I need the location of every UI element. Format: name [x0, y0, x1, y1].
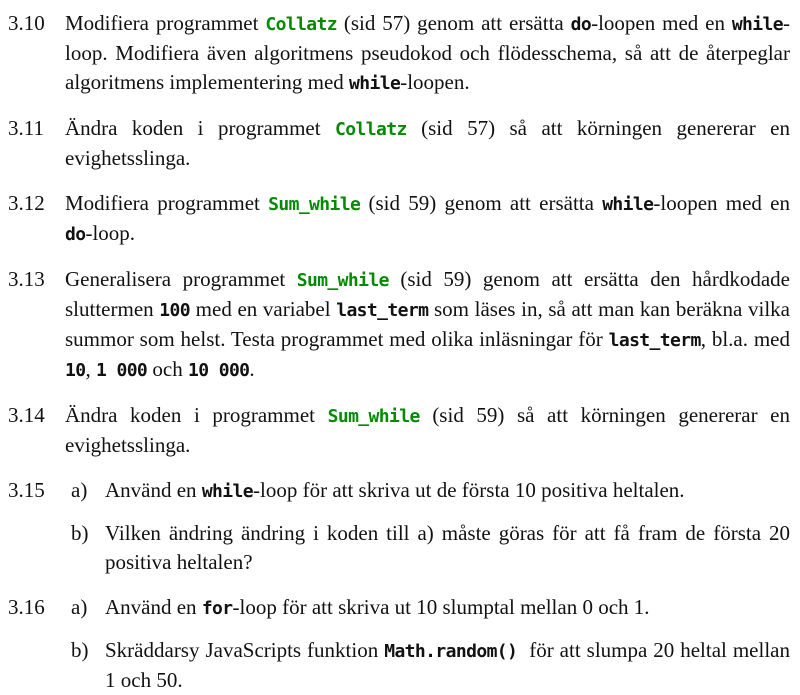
- program-name-code: Sum_while: [327, 406, 420, 427]
- exercise-subitem: [65, 519, 790, 577]
- program-name-code: Collatz: [335, 119, 407, 140]
- text-run: (sid 57) genom att ersätta: [337, 11, 571, 35]
- text-run: med en variabel: [190, 297, 337, 321]
- exercise-item: [8, 476, 790, 577]
- exercise-item: [8, 189, 790, 249]
- text-run: och: [147, 357, 188, 381]
- inline-code: for: [201, 598, 233, 619]
- text-run: Generalisera programmet: [65, 267, 297, 291]
- inline-code: last_term: [336, 300, 429, 321]
- exercise-item: [8, 9, 790, 98]
- exercise-text: [65, 401, 790, 460]
- text-run: ,: [85, 357, 96, 381]
- subitem-text: [105, 636, 790, 695]
- text-run: .: [249, 357, 255, 381]
- text-run: Modifiera programmet: [65, 191, 269, 215]
- exercise-text: [65, 114, 790, 173]
- exercise-number: 3.14: [8, 403, 45, 427]
- exercise-number: 3.12: [8, 191, 45, 215]
- text-run: -loop för att skriva ut de första 10 positiva heltalen.: [253, 478, 685, 502]
- subitem-text: [105, 519, 790, 577]
- program-name-code: Collatz: [265, 14, 337, 35]
- inline-code: last_term: [608, 330, 701, 351]
- text-run: -loop. Modifiera även algoritmens pseudokod och flödesschema, så att de återpeglar algoritmens implementering med: [65, 11, 790, 94]
- inline-code: while: [731, 14, 783, 35]
- exercise-text: [65, 189, 790, 249]
- exercise-number: 3.13: [8, 267, 45, 291]
- text-run: Skräddarsy JavaScripts funktion: [105, 638, 385, 662]
- exercise-item: [8, 401, 790, 460]
- subitem-text: [105, 476, 790, 506]
- inline-code: do: [65, 224, 86, 245]
- text-run: -loopen med en: [653, 191, 790, 215]
- exercise-number: 3.15: [8, 478, 45, 502]
- exercise-subitem: [65, 476, 790, 506]
- inline-code: while: [602, 194, 654, 215]
- subitem-text: [105, 593, 790, 623]
- subitem-label: b): [71, 521, 89, 545]
- exercise-text: [65, 476, 790, 577]
- program-name-code: Sum_while: [296, 270, 389, 291]
- text-run: Modifiera programmet: [65, 11, 266, 35]
- exercise-number: 3.11: [8, 116, 44, 140]
- exercise-subitem: [65, 636, 790, 695]
- exercise-text: [65, 593, 790, 695]
- text-run: -loopen med en: [591, 11, 732, 35]
- program-name-code: Sum_while: [268, 194, 361, 215]
- text-run: -loop för att skriva ut 10 slumptal mellan 0 och 1.: [232, 595, 650, 619]
- text-run: -loopen.: [400, 70, 470, 94]
- exercise-number: 3.10: [8, 11, 45, 35]
- exercise-item: [8, 265, 790, 385]
- inline-code: 10 000: [188, 360, 250, 381]
- inline-code: 1 000: [95, 360, 148, 381]
- text-run: Använd en: [105, 478, 202, 502]
- exercise-item: [8, 114, 790, 173]
- inline-code: while: [349, 73, 401, 94]
- text-run: Ändra koden i programmet: [65, 116, 336, 140]
- inline-code: 100: [159, 300, 191, 321]
- subitem-label: a): [71, 595, 88, 619]
- text-run: för att slumpa 20 heltal mellan 1 och 50.: [105, 638, 790, 692]
- inline-code: while: [201, 481, 253, 502]
- inline-code: do: [570, 14, 592, 35]
- text-run: , bl.a. med: [700, 327, 790, 351]
- exercise-subitem: [65, 593, 790, 623]
- inline-code: 10: [65, 360, 86, 381]
- inline-code: Math.random(): [384, 641, 518, 662]
- text-run: Vilken ändring ändring i koden till a) måste göras för att få fram de första 20 positiva heltalen?: [105, 521, 790, 574]
- text-run: (sid 59) genom att ersätta: [360, 191, 603, 215]
- text-run: -loop.: [85, 221, 136, 245]
- text-run: som läses in, så att man kan beräkna vilka summor som helst. Testa programmet med olika inläsningar för: [65, 297, 790, 351]
- text-run: (sid 57) så att körningen genererar en evighetsslinga.: [65, 116, 790, 170]
- exercise-number: 3.16: [8, 595, 45, 619]
- exercise-text: [65, 9, 790, 98]
- exercise-text: [65, 265, 790, 385]
- text-run: Ändra koden i programmet: [65, 403, 328, 427]
- subitem-label: a): [71, 478, 88, 502]
- text-run: (sid 59) genom att ersätta den hårdkodade sluttermen: [65, 267, 790, 321]
- text-run: Använd en: [105, 595, 202, 619]
- subitem-label: b): [71, 638, 89, 662]
- text-run: (sid 59) så att körningen genererar en evighetsslinga.: [65, 403, 790, 457]
- exercise-item: [8, 593, 790, 695]
